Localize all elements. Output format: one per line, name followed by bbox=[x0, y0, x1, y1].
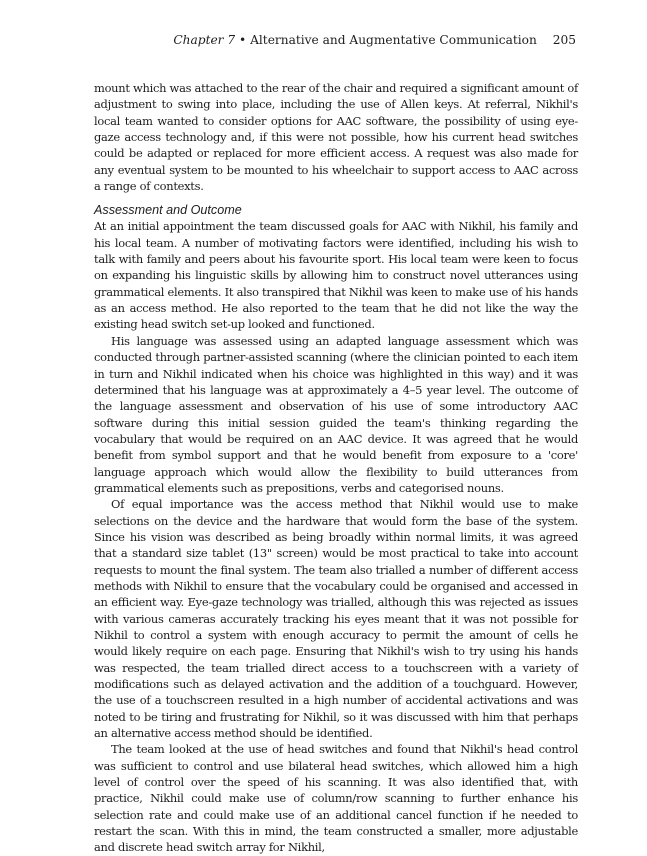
section-heading: Assessment and Outcome bbox=[94, 203, 242, 218]
paragraph: mount which was attached to the rear of the chair and required a significant amount of adjustment to swing into place, including the use of Allen keys. At referral, Nikhil's local team wanted to consider options for AAC software, the possibility of using eye-gaze access technology and, if this were not possible, how his current head switches could be adapted or replaced for more efficient access. A request was also made for any eventual system to be mounted to his wheelchair to support access to AAC across a range of contexts. bbox=[94, 81, 578, 194]
paragraph: The team looked at the use of head switches and found that Nikhil's head control was sufficient to control and use bilateral head switches, which allowed him a high level of control over the speed of his scanning. It was also identified that, with practice, Nikhil could make use of column/row scanning to further enhance his selection rate and could make use of an additional cancel function if he needed to restart the scan. With this in mind, the team constructed a smaller, more adjustable and discrete head switch array for Nikhil, bbox=[94, 742, 578, 855]
chapter-title: Alternative and Augmentative Communication bbox=[250, 33, 537, 47]
paragraph: Of equal importance was the access method that Nikhil would use to make selections on the device and the hardware that would form the base of the system. Since his vision was described as being broadly within normal limits, it was agreed that a standard size tablet (13" screen) would be most practical to take into account requests to mount the final system. The team also trialled a number of different access methods with Nikhil to ensure that the vocabulary could be organised and accessed in an efficient way. Eye-gaze technology was trialled, although this was rejected as issues with various cameras accurately tracking his eyes meant that it was not possible for Nikhil to control a system with enough accuracy to permit the amount of cells he would likely require on each page. Ensuring that Nikhil's wish to try using his hands was respected, the team trialled direct access to a touchscreen with a variety of modifications such as delayed activation and the addition of a touchguard. However, the use of a touchscreen resulted in a high number of accidental activations and was noted to be tiring and frustrating for Nikhil, so it was discussed with him that perhaps an alternative access method should be identified. bbox=[94, 497, 578, 741]
chapter-label: Chapter 7 bbox=[173, 33, 236, 47]
header-bullet: • bbox=[239, 33, 247, 47]
body-text bbox=[94, 80, 578, 856]
paragraph: At an initial appointment the team discussed goals for AAC with Nikhil, his family and his local team. A number of motivating factors were identified, including his wish to talk with family and peers about his favourite sport. His local team were keen to focus on expanding his linguistic skills by allowing him to construct novel utterances using grammatical elements. It also transpired that Nikhil was keen to make use of his hands as an access method. He also reported to the team that he did not like the way the existing head switch set-up looked and functioned. bbox=[94, 219, 578, 332]
page-number: 205 bbox=[552, 33, 576, 47]
paragraph: His language was assessed using an adapted language assessment which was conducted through partner-assisted scanning (where the clinician pointed to each item in turn and Nikhil indicated when his choice was highlighted in this way) and it was determined that his language was at approximately a 4–5 year level. The outcome of the language assessment and observation of his use of some introductory AAC software during this initial session guided the team's thinking regarding the vocabulary that would be required on an AAC device. It was agreed that he would benefit from symbol support and that he would benefit from exposure to a 'core' language approach which would allow the flexibility to build utterances from grammatical elements such as prepositions, verbs and categorised nouns. bbox=[94, 333, 578, 495]
running-header bbox=[173, 32, 576, 48]
